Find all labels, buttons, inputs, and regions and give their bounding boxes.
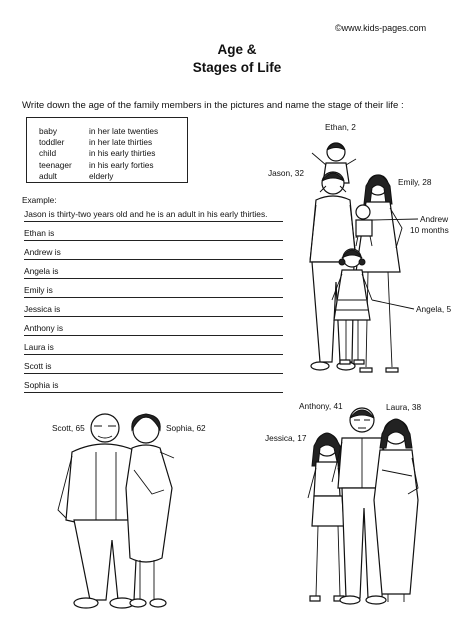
label-scott: Scott, 65: [52, 423, 85, 433]
stage-term: in her late thirties: [89, 137, 153, 148]
stage-term: in his early thirties: [89, 148, 156, 159]
stage-term: teenager: [39, 159, 72, 170]
stage-term: toddler: [39, 137, 65, 148]
stage-term: in his early forties: [89, 159, 154, 170]
answer-line-andrew[interactable]: Andrew is: [24, 246, 283, 260]
scott-sophia-illustration: [58, 414, 174, 608]
answer-line-sophia[interactable]: Sophia is: [24, 379, 283, 393]
laura-illustration: [374, 419, 418, 602]
stage-term: in her late twenties: [89, 126, 159, 136]
page-title-line1: Age &: [217, 42, 257, 57]
label-ethan: Ethan, 2: [325, 122, 356, 132]
label-jason: Jason, 32: [268, 168, 304, 178]
label-andrew-name: Andrew: [420, 214, 449, 224]
stage-term: elderly: [89, 170, 114, 181]
answer-line-angela[interactable]: Angela is: [24, 265, 283, 279]
stage-term: adult: [39, 170, 57, 181]
label-jessica: Jessica, 17: [265, 433, 307, 443]
answer-line-laura[interactable]: Laura is: [24, 341, 283, 355]
instruction-text: Write down the age of the family members in the pictures and name the stage of their life :: [22, 100, 404, 111]
label-emily: Emily, 28: [398, 177, 432, 187]
answer-line-emily[interactable]: Emily is: [24, 284, 283, 298]
label-laura: Laura, 38: [386, 402, 422, 412]
stage-term: child: [39, 148, 57, 159]
label-anthony: Anthony, 41: [299, 401, 343, 411]
copyright-notice: ©www.kids-pages.com: [335, 23, 427, 33]
answer-line-jessica[interactable]: Jessica is: [24, 303, 283, 317]
answer-line-anthony[interactable]: Anthony is: [24, 322, 283, 336]
stage-term: baby: [39, 126, 57, 136]
example-sentence: Jason is thirty-two years old and he is an adult in his early thirties.: [24, 208, 283, 222]
example-label: Example:: [22, 195, 57, 205]
answer-line-scott[interactable]: Scott is: [24, 360, 283, 374]
label-sophia: Sophia, 62: [166, 423, 206, 433]
answer-line-ethan[interactable]: Ethan is: [24, 227, 283, 241]
page-title-line2: Stages of Life: [192, 60, 282, 75]
label-andrew-age: 10 months: [410, 225, 449, 235]
label-angela: Angela, 5: [416, 304, 452, 314]
